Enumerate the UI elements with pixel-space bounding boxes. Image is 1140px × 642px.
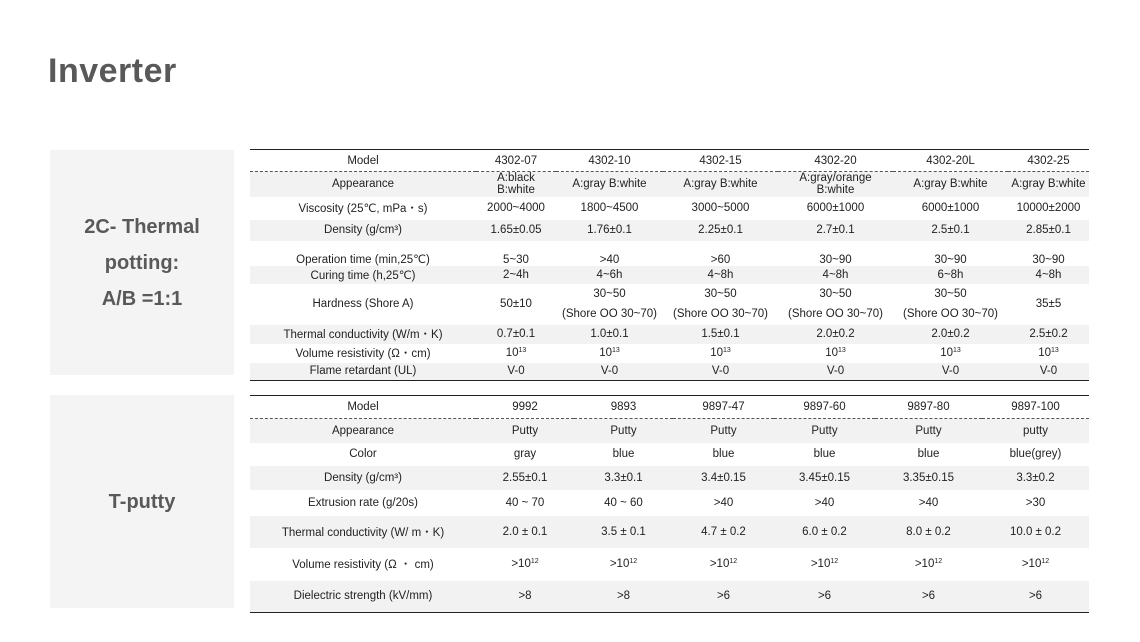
header-cell: 9897-80 xyxy=(907,401,950,413)
value-exponent: 12 xyxy=(629,558,638,565)
cell-line: B:white xyxy=(497,184,535,197)
table-cell xyxy=(893,284,1008,325)
value-exponent: 12 xyxy=(729,558,738,565)
table-cell: 4~6h xyxy=(596,268,623,281)
table-cell: blue xyxy=(917,448,940,460)
table-cell: Putty xyxy=(610,424,637,437)
table-cell: 2.5±0.2 xyxy=(1029,328,1068,340)
table-cell: 2.0 ± 0.1 xyxy=(502,525,548,538)
table-cell: Putty xyxy=(710,424,737,437)
table-cell: 5~30 xyxy=(503,253,529,266)
table-cell: 3.45±0.15 xyxy=(798,471,851,484)
table-cell: >6 xyxy=(716,590,731,603)
table-cell: 6000±1000 xyxy=(806,202,865,214)
table-cell: 2.55±0.1 xyxy=(502,471,548,484)
table-cell: 50±10 xyxy=(500,298,532,310)
table-cell: >8 xyxy=(518,590,532,603)
value-base: 10 xyxy=(825,347,838,359)
table-cell xyxy=(476,344,556,363)
table-cell: A:gray B:white xyxy=(913,178,988,191)
value-exponent: 12 xyxy=(1041,558,1050,565)
table-cell: 40 ~ 60 xyxy=(604,496,643,509)
table-row-thermal-conductivity xyxy=(250,325,1089,344)
table-row-curing-time xyxy=(250,266,1089,284)
header-cell: Model xyxy=(347,154,379,167)
table-cell: >40 xyxy=(814,496,835,509)
section-label-line: 2C- Thermal xyxy=(84,215,200,238)
table-row-dielectric-strength xyxy=(250,581,1089,613)
table-cell: V-0 xyxy=(600,365,619,378)
table-cell: putty xyxy=(1023,424,1048,437)
value-base: >10 xyxy=(810,558,831,570)
table-cell: 10.0 ± 0.2 xyxy=(1009,525,1062,538)
header-cell: 9897-60 xyxy=(803,401,846,413)
value-base: >10 xyxy=(914,558,935,570)
page-title: Inverter xyxy=(48,52,177,90)
row-label: Viscosity (25℃, mPa・s) xyxy=(298,203,428,215)
section-label-thermal-potting xyxy=(50,150,234,375)
table-cell: >40 xyxy=(599,253,620,266)
section-label-line: A/B =1:1 xyxy=(101,287,183,310)
table-cell: 1.5±0.1 xyxy=(701,328,740,340)
table-cell: 2.25±0.1 xyxy=(698,224,743,236)
table-header-row xyxy=(250,396,1089,419)
table-cell: A:gray B:white xyxy=(572,178,647,191)
value-base: 10 xyxy=(505,347,519,359)
table-cell: A:gray B:white xyxy=(683,178,758,191)
row-label: Flame retardant (UL) xyxy=(309,365,417,378)
table-header-row xyxy=(250,150,1089,172)
cell-line: 30~50 xyxy=(593,288,626,300)
table-cell xyxy=(556,344,663,363)
value-base: 10 xyxy=(940,347,953,359)
table-cell: blue xyxy=(813,448,836,460)
table-cell: 3.4±0.15 xyxy=(701,471,746,484)
table-cell xyxy=(778,344,893,363)
header-cell: Model xyxy=(347,401,379,413)
table-cell xyxy=(982,548,1089,581)
table-cell: blue xyxy=(612,448,635,460)
table-row-volume-resistivity xyxy=(250,548,1089,581)
table-cell: 1.0±0.1 xyxy=(590,328,629,340)
header-cell: 4302-20L xyxy=(926,154,975,167)
table-cell: blue(grey) xyxy=(1009,448,1062,460)
table-cell: 2000~4000 xyxy=(487,202,545,214)
table-cell xyxy=(875,548,982,581)
table-cell xyxy=(574,548,673,581)
table-cell: 2.5±0.1 xyxy=(931,224,970,236)
table-cell: >40 xyxy=(918,496,939,509)
value-base: >10 xyxy=(609,558,630,570)
table-row-appearance xyxy=(250,419,1089,443)
table-row-color xyxy=(250,443,1089,466)
table-row-volume-resistivity xyxy=(250,344,1089,363)
value-base: >10 xyxy=(1021,558,1042,570)
table-cell: 4~8h xyxy=(1035,268,1062,281)
table-cell: blue xyxy=(712,448,735,460)
value-base: >10 xyxy=(511,558,531,570)
table-cell xyxy=(476,172,556,197)
value-exponent: 12 xyxy=(830,558,839,565)
table-cell xyxy=(663,344,778,363)
table-cell: 6~8h xyxy=(937,268,964,281)
table-cell: 2~4h xyxy=(503,268,529,281)
table-cell: 1.76±0.1 xyxy=(587,224,632,236)
table-cell: >8 xyxy=(616,590,631,603)
table-cell: Putty xyxy=(811,424,838,437)
section-label-t-putty xyxy=(50,395,234,608)
table-cell xyxy=(778,284,893,325)
table-cell xyxy=(774,548,875,581)
row-label: Appearance xyxy=(331,178,395,191)
row-label: Volume resistivity (Ω ・ cm) xyxy=(292,559,434,571)
table-cell: 3.5 ± 0.1 xyxy=(601,525,646,538)
table-cell: 6.0 ± 0.2 xyxy=(802,525,847,538)
cell-line: (Shore OO 30~70) xyxy=(562,308,657,320)
table-cell: 30~90 xyxy=(819,253,852,266)
value-exponent: 13 xyxy=(953,347,961,354)
table-row-density xyxy=(250,466,1089,490)
value-exponent: 12 xyxy=(530,558,539,565)
row-label: Color xyxy=(349,448,377,460)
table-cell xyxy=(673,548,774,581)
value-base: 10 xyxy=(599,347,612,359)
header-cell: 9897-47 xyxy=(702,401,745,413)
table-cell: 3000~5000 xyxy=(691,202,750,214)
row-label: Extrusion rate (g/20s) xyxy=(308,496,418,509)
row-label: Appearance xyxy=(331,424,395,437)
header-cell: 4302-10 xyxy=(588,154,631,167)
table-cell: 6000±1000 xyxy=(921,202,980,214)
table-cell: 40 ~ 70 xyxy=(505,496,545,509)
row-label: Volume resistivity (Ω・cm) xyxy=(295,348,431,360)
table-cell: 4~8h xyxy=(707,268,734,281)
table-cell: 8.0 ± 0.2 xyxy=(906,525,951,538)
value-exponent: 13 xyxy=(612,347,620,354)
t-putty-spec-table xyxy=(250,395,1089,613)
thermal-potting-spec-table xyxy=(250,149,1089,381)
row-label: Thermal conductivity (W/ m・K) xyxy=(281,526,445,539)
row-label: Curing time (h,25℃) xyxy=(310,269,416,282)
table-cell: 30~90 xyxy=(934,253,967,266)
header-cell: 9992 xyxy=(512,401,538,413)
table-cell: Putty xyxy=(511,424,539,437)
table-cell: 1800~4500 xyxy=(580,202,639,214)
table-cell: 4~8h xyxy=(822,268,849,281)
cell-line: B:white xyxy=(816,184,855,197)
table-cell: V-0 xyxy=(826,365,845,378)
table-cell xyxy=(476,548,574,581)
table-cell: 1.65±0.05 xyxy=(490,224,542,236)
cell-line: (Shore OO 30~70) xyxy=(903,308,998,320)
value-base: 10 xyxy=(1038,347,1051,359)
row-label: Hardness (Shore A) xyxy=(312,298,414,310)
table-cell: 2.0±0.2 xyxy=(816,328,855,340)
value-base: >10 xyxy=(709,558,730,570)
section-label-line: potting: xyxy=(104,251,180,274)
table-cell: >6 xyxy=(1028,590,1043,603)
table-cell: >6 xyxy=(921,590,936,603)
table-cell xyxy=(778,172,893,197)
table-cell: 2.85±0.1 xyxy=(1026,224,1071,236)
table-cell: 2.0±0.2 xyxy=(931,328,970,340)
header-cell: 9897-100 xyxy=(1011,401,1060,413)
value-exponent: 12 xyxy=(934,558,943,565)
header-cell: 4302-15 xyxy=(699,154,742,167)
value-exponent: 13 xyxy=(838,347,846,354)
value-exponent: 13 xyxy=(1051,347,1059,354)
table-cell: >6 xyxy=(817,590,832,603)
table-cell: 30~90 xyxy=(1032,253,1065,266)
table-cell: Putty xyxy=(915,424,942,437)
table-cell: gray xyxy=(513,448,537,460)
row-label: Thermal conductivity (W/m・K) xyxy=(283,329,443,341)
table-cell: 4.7 ± 0.2 xyxy=(701,525,746,538)
table-row-hardness xyxy=(250,284,1089,325)
cell-line: (Shore OO 30~70) xyxy=(673,308,768,320)
cell-line: (Shore OO 30~70) xyxy=(788,308,883,320)
table-row-viscosity xyxy=(250,197,1089,220)
table-cell: V-0 xyxy=(711,365,730,378)
value-base: 10 xyxy=(710,347,723,359)
table-cell: A:gray B:white xyxy=(1011,178,1086,191)
section-label-line: T-putty xyxy=(108,490,176,513)
table-cell: >30 xyxy=(1025,496,1046,509)
cell-line: 30~50 xyxy=(704,288,737,300)
table-cell: 3.3±0.2 xyxy=(1016,471,1055,484)
value-exponent: 13 xyxy=(723,347,731,354)
row-label: Operation time (min,25℃) xyxy=(296,253,430,266)
table-row-thermal-conductivity xyxy=(250,516,1089,548)
table-cell: 3.3±0.1 xyxy=(604,471,643,484)
table-cell: 35±5 xyxy=(1035,298,1062,310)
table-row-extrusion-rate xyxy=(250,490,1089,516)
table-row-flame-retardant xyxy=(250,363,1089,381)
row-label: Density (g/cm³) xyxy=(324,224,402,236)
value-exponent: 13 xyxy=(518,347,527,354)
table-cell xyxy=(1008,344,1089,363)
table-cell xyxy=(663,284,778,325)
table-cell: V-0 xyxy=(941,365,960,378)
cell-line: A:gray/orange xyxy=(799,172,872,185)
cell-line: A:black xyxy=(497,172,535,185)
table-cell: >60 xyxy=(710,253,731,266)
row-label: Dielectric strength (kV/mm) xyxy=(293,590,433,603)
cell-line: 30~50 xyxy=(819,288,852,300)
table-cell: V-0 xyxy=(507,365,525,378)
table-cell: >40 xyxy=(713,496,734,509)
table-cell: 2.7±0.1 xyxy=(816,224,855,236)
row-label: Density (g/cm³) xyxy=(324,471,402,484)
header-cell: 9893 xyxy=(610,401,637,413)
table-cell: 0.7±0.1 xyxy=(496,328,536,340)
header-cell: 4302-07 xyxy=(494,154,538,167)
table-cell: 10000±2000 xyxy=(1016,202,1081,214)
table-row-density xyxy=(250,220,1089,241)
header-cell: 4302-25 xyxy=(1027,154,1070,167)
header-cell: 4302-20 xyxy=(814,154,857,167)
table-row-appearance xyxy=(250,172,1089,197)
table-cell xyxy=(556,284,663,325)
table-cell: V-0 xyxy=(1039,365,1058,378)
table-cell xyxy=(893,344,1008,363)
table-row-operation-time xyxy=(250,241,1089,266)
cell-line: 30~50 xyxy=(934,288,967,300)
table-cell: 3.35±0.15 xyxy=(902,471,955,484)
